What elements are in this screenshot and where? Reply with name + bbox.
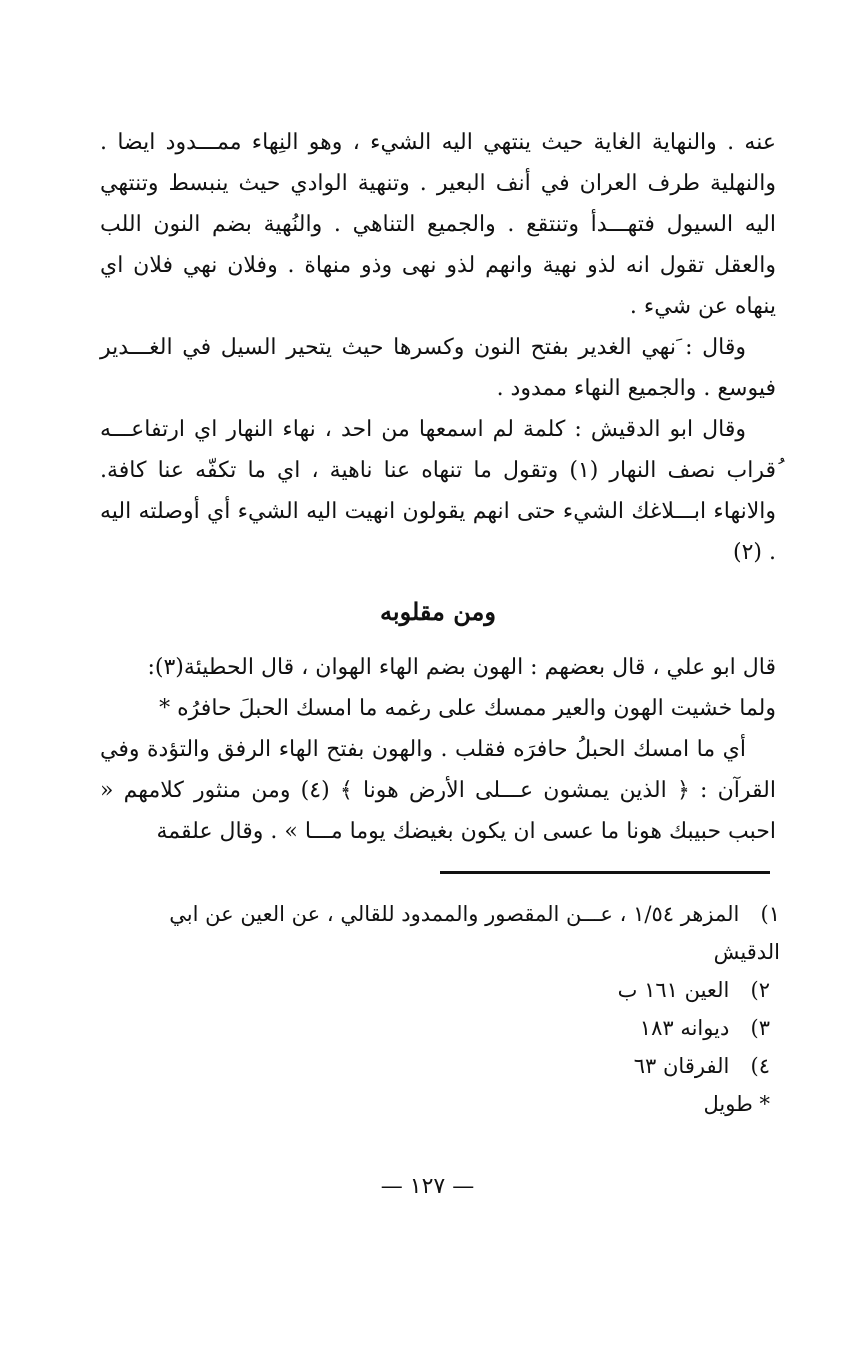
footnote-text: العين ١٦١ ب — [617, 978, 730, 1002]
poetry-verse: ولما خشيت الهون والعير ممسك على رغمه ما امسك الحبلَ حافرُه * — [159, 696, 776, 721]
section-text-block — [100, 647, 776, 852]
footnotes — [100, 895, 780, 1123]
footnote-text: الفرقان ٦٣ — [633, 1054, 730, 1078]
footnote-text: ديوانه ١٨٣ — [639, 1016, 730, 1040]
footnote-number: ١) — [760, 902, 780, 926]
page-number: — ١٢٧ — — [380, 1174, 475, 1199]
footnote-3 — [100, 1009, 780, 1047]
section-paragraph-1: قال ابو علي ، قال بعضهم : الهون بضم الهاء الهوان ، قال الحطيئة(٣): — [147, 655, 776, 680]
footnote-number: ٤) — [750, 1054, 770, 1078]
footnote-2 — [100, 971, 780, 1009]
section-paragraph-2: أي ما امسك الحبلُ حافرَه فقلب . والهون بفتح الهاء الرفق والتؤدة وفي القرآن : ﴿ الذين يمشون عـــلى الأرض هونا ﴾ (٤) ومن منثور كلامهم « احبب حبيبك هونا ما عسى ان يكون بغيضك يوما مـــا » . وقال علقمة — [100, 737, 777, 844]
footnote-text: المزهر ١/٥٤ ، عـــن المقصور والممدود للقالي ، عن العين عن ابي الدقيش — [169, 902, 780, 964]
footnote-number: ٣) — [750, 1016, 770, 1040]
footnote-4 — [100, 1047, 780, 1085]
footnote-number: ٢) — [750, 978, 770, 1002]
footnote-divider — [440, 871, 770, 874]
meter-note: * طويل — [703, 1092, 770, 1116]
footnote-1 — [100, 895, 780, 971]
paragraph-3: وقال ابو الدقيش : كلمة لم اسمعها من احد ، نهاء النهار اي ارتفاعـــه ُقراب نصف النهار (١) وتقول ما تنهاه عنا ناهية ، اي ما تكفّه عنا كافة. والانهاء ابـــلاغك الشيء حتى انهم يقولون انهيت اليه الشيء أي أوصلته اليه . (٢) — [100, 417, 777, 565]
paragraph-1: عنه . والنهاية الغاية حيث ينتهي اليه الشيء ، وهو النِهاء ممـــدود ايضا . والنهلية طرف العران في أنف البعير . وتنهية الوادي حيث ينبسط وتنتهي اليه السيول فتهـــدأ وتنتقع . والجميع التناهي . والنُهية بضم النون اللب والعقل تقول انه لذو نهية وانهم لذو نهى وذو منهاة . وفلان نهي فلان اي ينهاه عن شيء . — [100, 130, 776, 319]
main-text-block — [100, 122, 776, 573]
paragraph-2: وقال : َنهي الغدير بفتح النون وكسرها حيث يتحير السيل في الغـــدير فيوسع . والجميع النهاء ممدود . — [100, 335, 776, 401]
section-heading: ومن مقلوبه — [380, 597, 496, 626]
